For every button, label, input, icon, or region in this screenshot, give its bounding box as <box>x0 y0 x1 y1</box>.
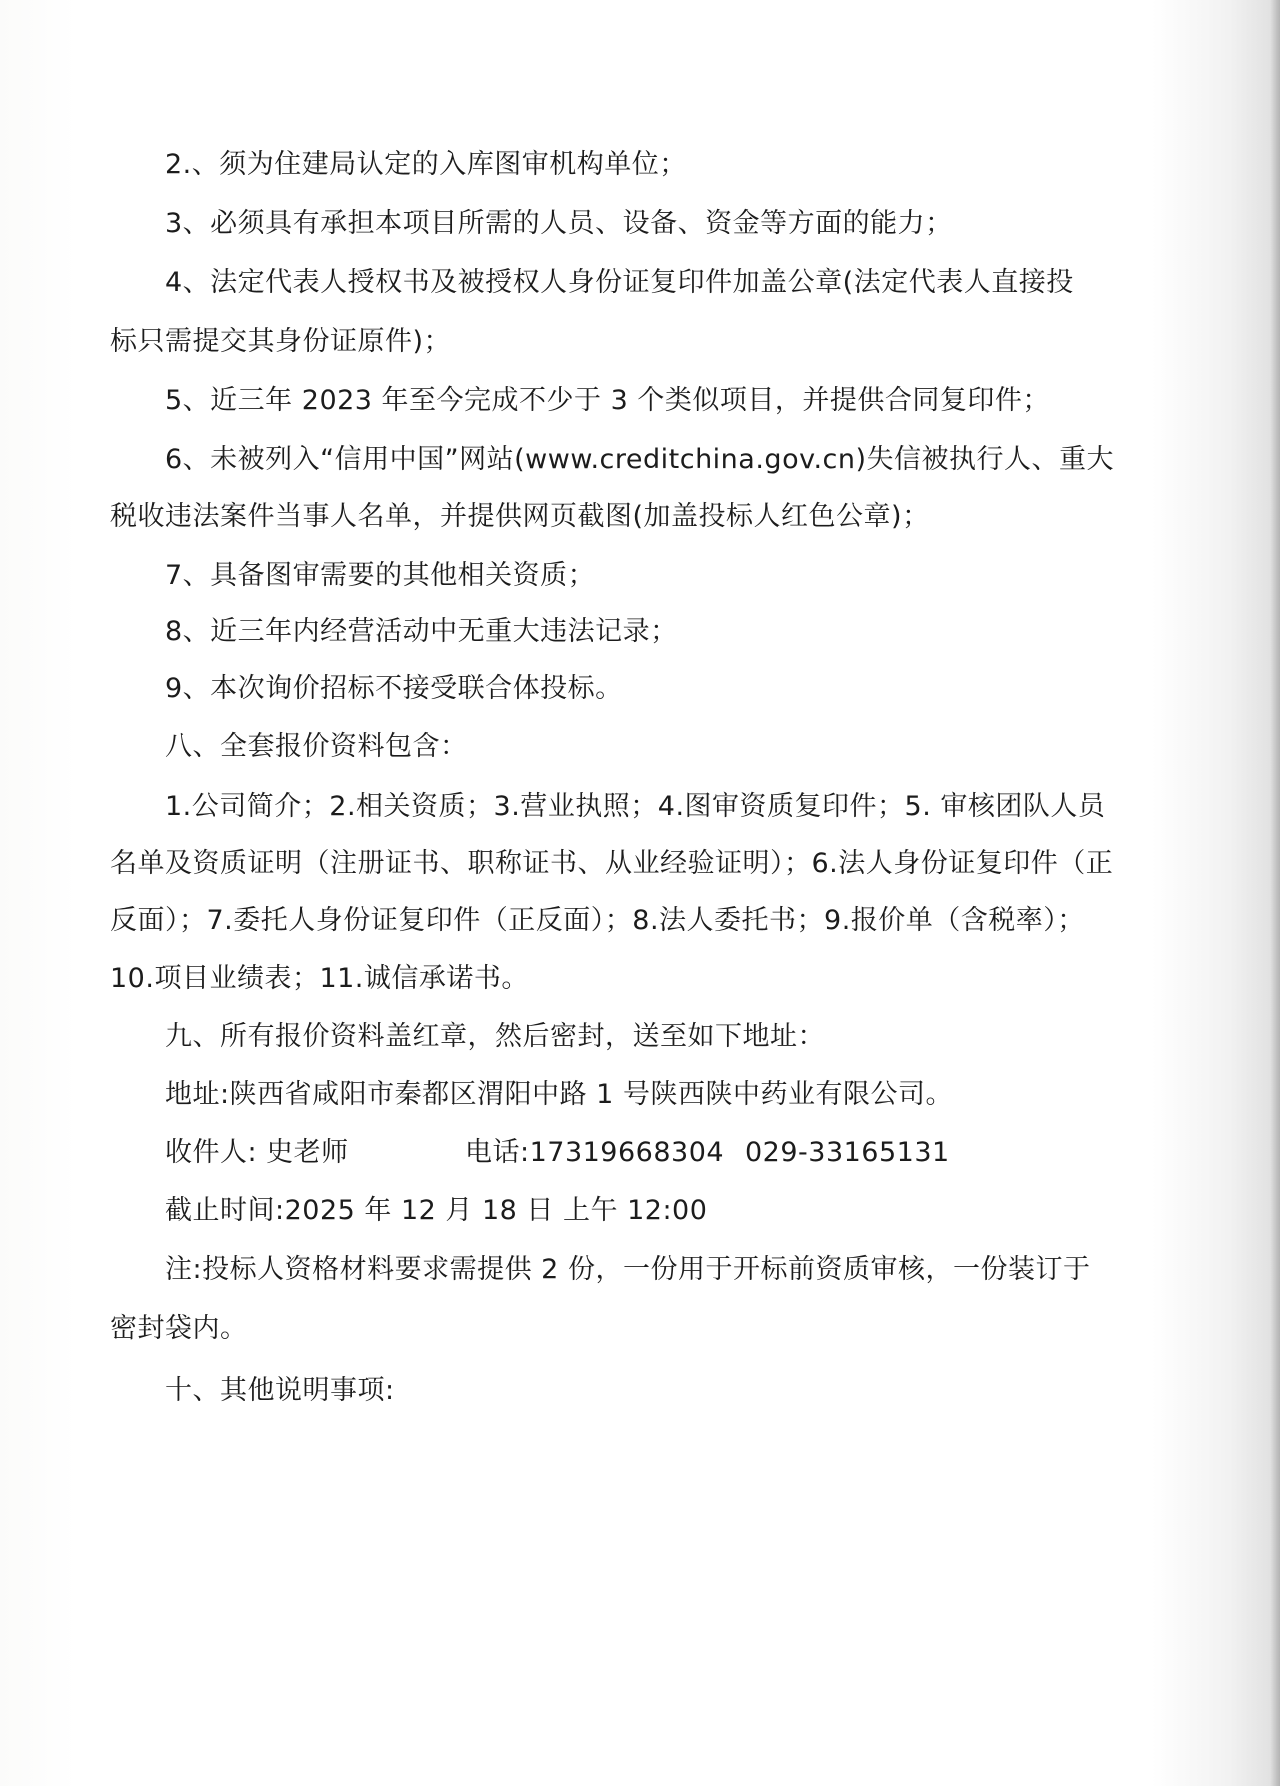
note-line1: 注:投标人资格材料要求需提供 2 份，一份用于开标前资质审核，一份装订于 <box>165 1254 1091 1285</box>
requirement-item-4-line2: 标只需提交其身份证原件)； <box>110 326 452 357</box>
section-8-line3: 反面）；7.委托人身份证复印件（正反面）；8.法人委托书；9.报价单（含税率）； <box>110 905 1085 936</box>
section-8-heading: 八、全套报价资料包含： <box>165 731 468 762</box>
contact-phone-mobile: 电话:17319668304 <box>465 1137 725 1168</box>
requirement-item-3: 3、必须具有承担本项目所需的人员、设备、资金等方面的能力； <box>165 208 953 239</box>
requirement-item-7: 7、具备图审需要的其他相关资质； <box>165 560 596 591</box>
requirement-item-5: 5、近三年 2023 年至今完成不少于 3 个类似项目，并提供合同复印件； <box>165 385 1050 416</box>
section-8-line1: 1.公司简介；2.相关资质；3.营业执照；4.图审资质复印件；5. 审核团队人员 <box>165 791 1106 822</box>
section-8-line4: 10.项目业绩表；11.诚信承诺书。 <box>110 963 529 994</box>
section-8-line2: 名单及资质证明（注册证书、职称证书、从业经验证明）；6.法人身份证复印件（正 <box>110 848 1114 879</box>
requirement-item-6-line2: 税收违法案件当事人名单，并提供网页截图(加盖投标人红色公章)； <box>110 501 930 532</box>
delivery-address: 地址:陕西省咸阳市秦都区渭阳中路 1 号陕西陕中药业有限公司。 <box>165 1079 953 1110</box>
note-line2: 密封袋内。 <box>110 1313 248 1344</box>
contact-line <box>165 1136 950 1170</box>
contact-phone-landline: 029-33165131 <box>745 1137 950 1168</box>
requirement-item-2: 2.、须为住建局认定的入库图审机构单位； <box>165 149 687 180</box>
submission-deadline: 截止时间:2025 年 12 月 18 日 上午 12:00 <box>165 1195 708 1226</box>
section-9-heading: 九、所有报价资料盖红章，然后密封，送至如下地址： <box>165 1021 825 1052</box>
requirement-item-9: 9、本次询价招标不接受联合体投标。 <box>165 673 623 704</box>
recipient-name: 收件人: 史老师 <box>165 1137 349 1168</box>
requirement-item-4-line1: 4、法定代表人授权书及被授权人身份证复印件加盖公章(法定代表人直接投 <box>165 267 1074 298</box>
section-10-heading: 十、其他说明事项: <box>165 1375 395 1406</box>
scan-edge-shadow <box>1270 0 1280 1786</box>
requirement-item-6-line1: 6、未被列入“信用中国”网站(www.creditchina.gov.cn)失信被执行人、重大 <box>165 444 1115 475</box>
requirement-item-8: 8、近三年内经营活动中无重大违法记录； <box>165 616 678 647</box>
